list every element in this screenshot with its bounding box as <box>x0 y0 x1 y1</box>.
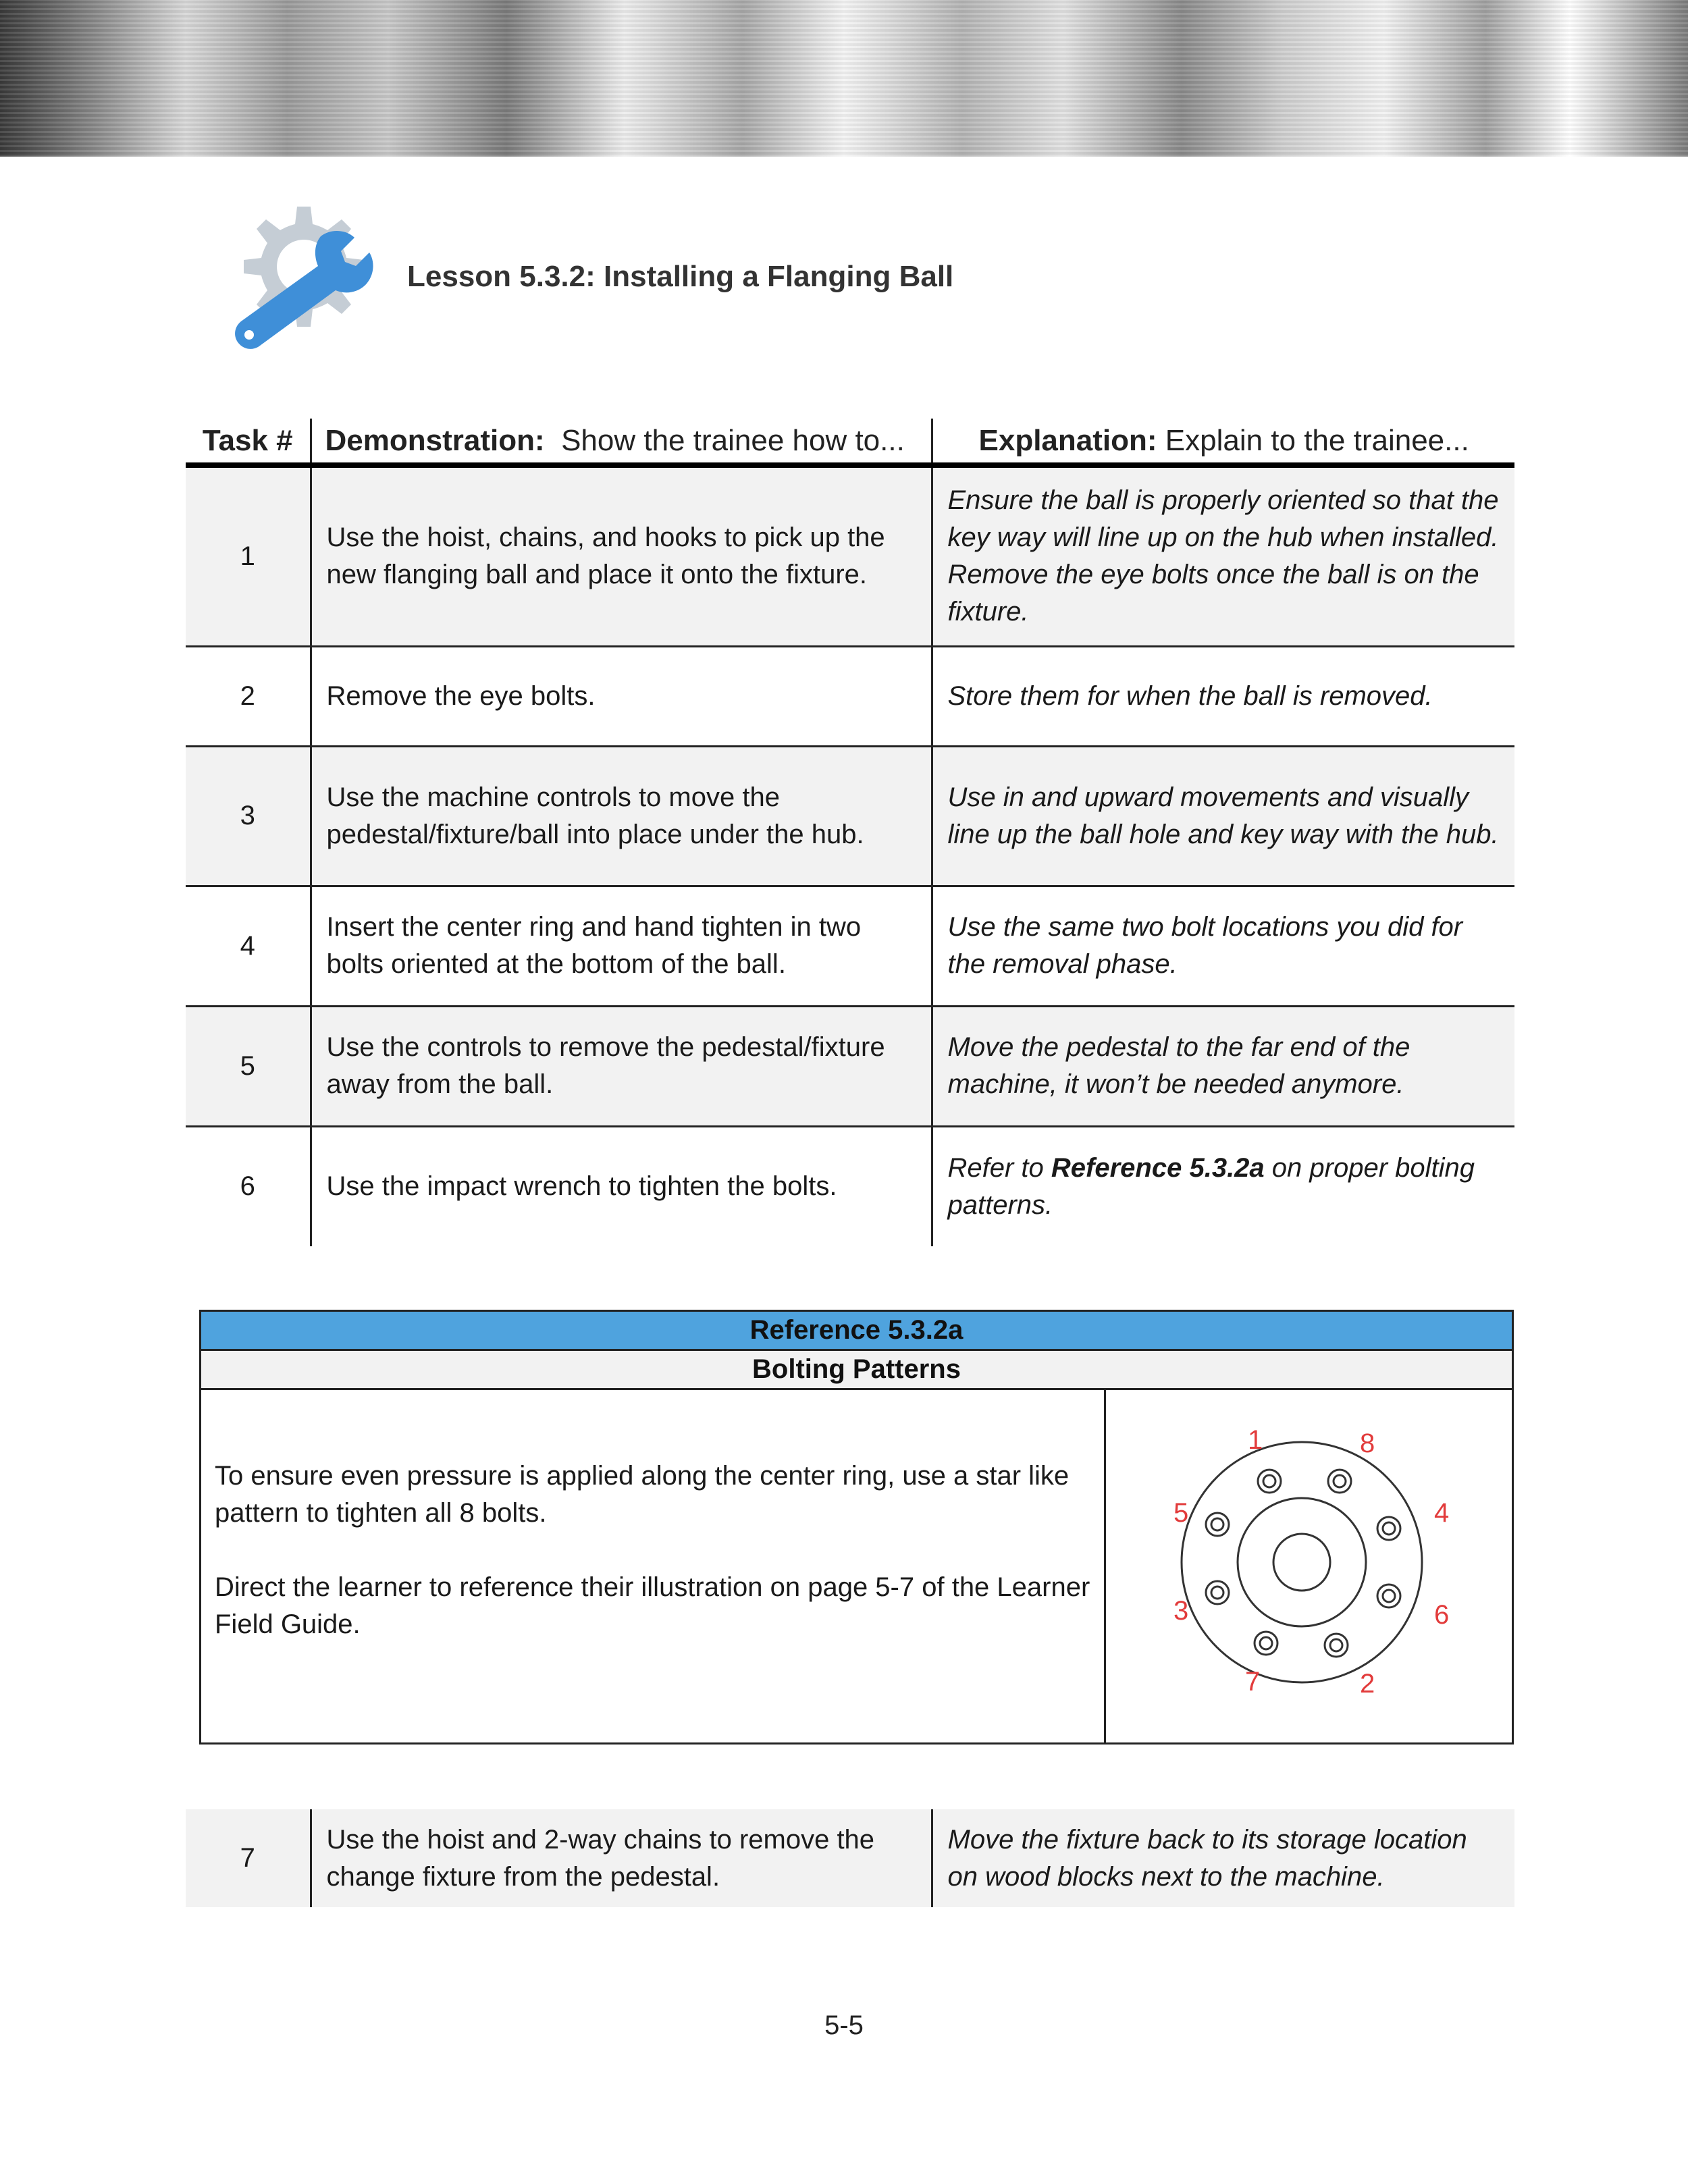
wrench-gear-icon <box>219 196 375 351</box>
header-explanation: Explanation: Explain to the trainee... <box>932 419 1514 465</box>
explanation-cell: Ensure the ball is properly oriented so that the key way will line up on the hub when installed. Remove the eye bolts once the ball is on the fixture. <box>932 465 1514 646</box>
table-row <box>186 1126 1514 1246</box>
bolt-pattern-diagram <box>1106 1390 1511 1744</box>
reference-text <box>201 1390 1106 1744</box>
explanation-cell: Use in and upward movements and visually line up the ball hole and key way with the hub. <box>932 746 1514 886</box>
bolt-4 <box>1377 1517 1400 1540</box>
bolt-2 <box>1325 1634 1348 1657</box>
task-table-continued <box>186 1809 1514 1907</box>
reference-subtitle: Bolting Patterns <box>201 1351 1512 1390</box>
demonstration-cell: Remove the eye bolts. <box>311 646 932 746</box>
bolt-1 <box>1258 1470 1281 1493</box>
reference-title: Reference 5.3.2a <box>201 1312 1512 1351</box>
lesson-title: Lesson 5.3.2: Installing a Flanging Ball <box>407 260 954 293</box>
center-hole <box>1273 1534 1330 1591</box>
demonstration-cell: Use the impact wrench to tighten the bolts. <box>311 1126 932 1246</box>
reference-link-text: Reference 5.3.2a <box>1051 1152 1265 1183</box>
table-row <box>186 646 1514 746</box>
reference-box <box>199 1310 1514 1744</box>
bolt-label-7: 7 <box>1245 1667 1261 1697</box>
bolt-label-3: 3 <box>1173 1596 1189 1626</box>
bolt-3 <box>1206 1581 1229 1604</box>
task-number: 7 <box>186 1809 311 1907</box>
demonstration-cell: Use the hoist, chains, and hooks to pick up the new flanging ball and place it onto the fixture. <box>311 465 932 646</box>
table-row <box>186 1809 1514 1907</box>
wrench-icon <box>235 231 373 349</box>
bolt-label-8: 8 <box>1360 1429 1375 1458</box>
page-number: 5-5 <box>824 2010 864 2040</box>
bolt-label-2: 2 <box>1360 1669 1375 1699</box>
bolt-7 <box>1255 1632 1277 1655</box>
table-header-row <box>186 419 1514 465</box>
bolt-label-4: 4 <box>1434 1498 1450 1528</box>
task-number: 3 <box>186 746 311 886</box>
center-ring <box>1238 1498 1366 1626</box>
bolt-label-1: 1 <box>1248 1425 1263 1455</box>
header-demonstration: Demonstration: Show the trainee how to... <box>311 419 932 465</box>
demonstration-cell: Use the controls to remove the pedestal/fixture away from the ball. <box>311 1006 932 1126</box>
task-number: 4 <box>186 886 311 1006</box>
demonstration-cell: Use the hoist and 2-way chains to remove the change fixture from the pedestal. <box>311 1809 932 1907</box>
bolt-8 <box>1328 1470 1351 1493</box>
explanation-cell: Move the pedestal to the far end of the machine, it won’t be needed anymore. <box>932 1006 1514 1126</box>
demonstration-cell: Insert the center ring and hand tighten in two bolts oriented at the bottom of the ball. <box>311 886 932 1006</box>
table-row <box>186 746 1514 886</box>
task-number: 6 <box>186 1126 311 1246</box>
explanation-cell: Use the same two bolt locations you did for the removal phase. <box>932 886 1514 1006</box>
demonstration-cell: Use the machine controls to move the pedestal/fixture/ball into place under the hub. <box>311 746 932 886</box>
table-row <box>186 886 1514 1006</box>
table-row <box>186 1006 1514 1126</box>
flange-outer-ring <box>1182 1442 1422 1682</box>
task-number: 2 <box>186 646 311 746</box>
task-number: 5 <box>186 1006 311 1126</box>
bolt-label-6: 6 <box>1434 1600 1450 1630</box>
header-banner <box>0 0 1688 157</box>
table-row <box>186 465 1514 646</box>
header-task-num: Task # <box>186 419 311 465</box>
explanation-cell: Move the fixture back to its storage location on wood blocks next to the machine. <box>932 1809 1514 1907</box>
explanation-cell: Refer to Reference 5.3.2a on proper bolting patterns. <box>947 1152 1475 1220</box>
reference-paragraph: To ensure even pressure is applied along the center ring, use a star like pattern to tighten all 8 bolts. <box>215 1461 1070 1528</box>
bolting-pattern-figure <box>1106 1390 1512 1744</box>
explanation-cell: Store them for when the ball is removed. <box>932 646 1514 746</box>
bolt-5 <box>1206 1513 1229 1536</box>
task-number: 1 <box>186 465 311 646</box>
task-table <box>186 419 1514 1246</box>
bolt-6 <box>1377 1584 1400 1607</box>
bolt-label-5: 5 <box>1173 1498 1189 1528</box>
reference-paragraph: Direct the learner to reference their illustration on page 5-7 of the Learner Field Guide. <box>215 1572 1090 1639</box>
